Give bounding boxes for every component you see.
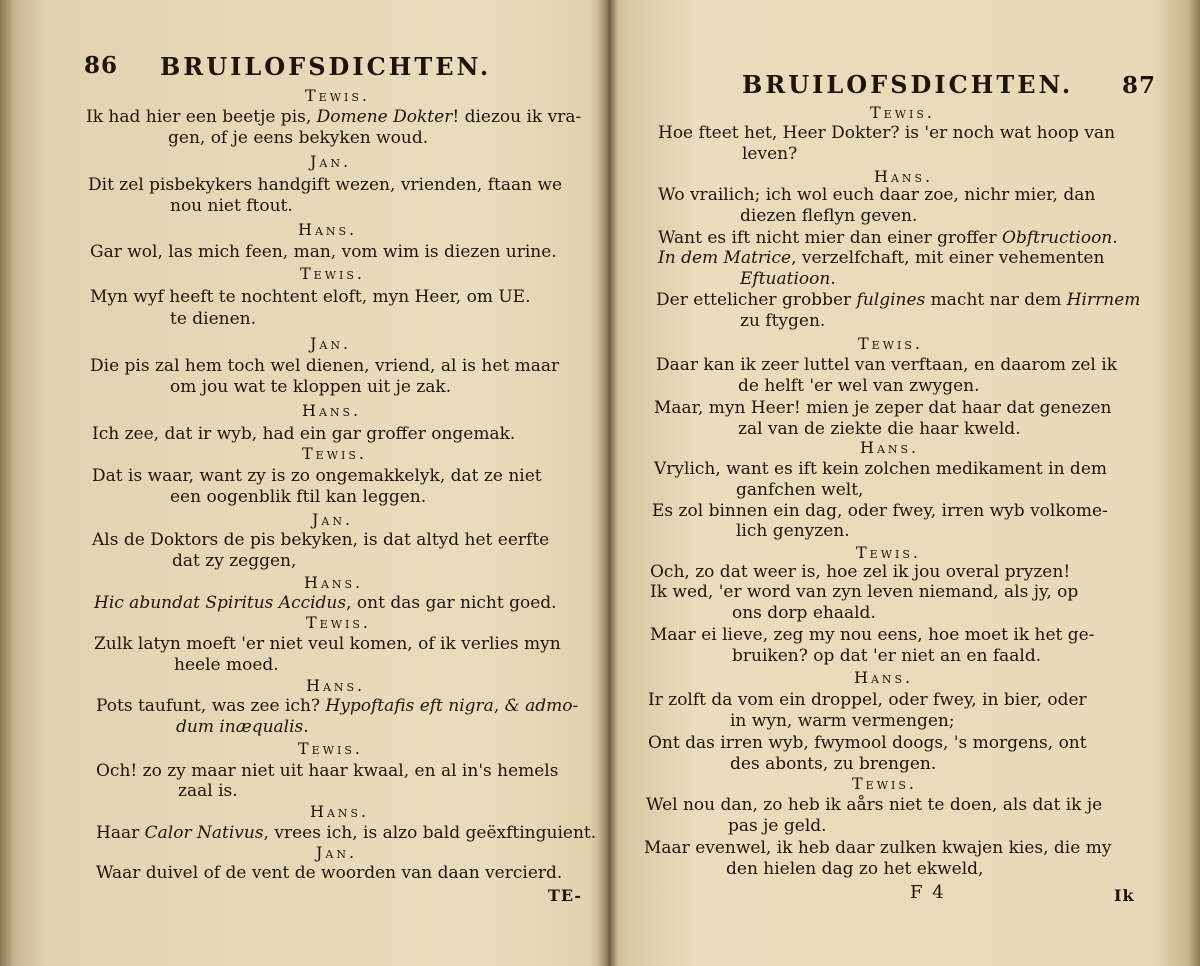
- latin-phrase: & admo-: [504, 696, 579, 716]
- verse-line: [732, 603, 876, 623]
- verse-line: [90, 242, 557, 262]
- verse-line: [92, 424, 515, 444]
- page-number: 87: [1122, 72, 1157, 99]
- speaker-name: Jan.: [310, 334, 352, 353]
- verse-line: [658, 123, 1115, 143]
- verse-line: [726, 859, 983, 879]
- verse-line: [732, 646, 1041, 666]
- line-text: Maar, myn Heer! mien je zeper dat haar dat genezen: [654, 398, 1112, 418]
- line-text: Wo vrailich; ich wol euch daar zoe, nichr mier, dan: [658, 185, 1096, 205]
- speaker-name: Jan.: [316, 843, 358, 862]
- catchword: TE-: [548, 886, 583, 905]
- verse-line: [654, 459, 1107, 479]
- verse-line: [178, 781, 238, 801]
- verse-line: [656, 290, 1140, 310]
- verse-line: [92, 466, 542, 486]
- line-text: Maar evenwel, ik heb daar zulken kwajen kies, die my: [644, 838, 1112, 858]
- line-text: Es zol binnen ein dag, oder fwey, irren wyb volkome-: [652, 501, 1108, 521]
- line-text: gen, of je eens bekyken woud.: [168, 128, 429, 148]
- verse-line: [90, 287, 531, 307]
- line-text: Myn wyf heeft te nochtent eloft, myn Heer, om UE.: [90, 287, 531, 307]
- line-text: Hoe fteet het, Heer Dokter? is 'er noch wat hoop van: [658, 123, 1116, 143]
- speaker-name: Jan.: [312, 510, 354, 529]
- line-text: Och, zo dat weer is, hoe zel ik jou overal pryzen!: [650, 562, 1071, 582]
- line-text: Ir zolft da vom ein droppel, oder fwey, in bier, oder: [648, 690, 1087, 710]
- line-text: Die pis zal hem toch wel dienen, vriend, al is het maar: [90, 356, 560, 376]
- verse-line: [90, 356, 559, 376]
- speaker-name: Tewis.: [305, 86, 370, 105]
- running-head: BRUILOFSDICHTEN.: [160, 52, 492, 81]
- speaker-name: Hans.: [298, 220, 358, 239]
- latin-phrase: Hirrnem: [1066, 290, 1141, 310]
- speaker-name: Hans.: [302, 401, 362, 420]
- verse-line: [168, 128, 428, 148]
- verse-line: [170, 196, 293, 216]
- line-text: een oogenblik ftil kan leggen.: [170, 487, 427, 507]
- speaker-name: Tewis.: [856, 543, 921, 562]
- speaker-name: Jan.: [310, 152, 352, 171]
- verse-line: [742, 144, 797, 164]
- line-text: Ich zee, dat ir wyb, had ein gar groffer ongemak.: [92, 424, 516, 444]
- latin-phrase: Hic abundat Spiritus Accidus: [94, 593, 347, 613]
- line-text: Ont das irren wyb, fwymool doogs, 's morgens, ont: [648, 733, 1087, 753]
- latin-phrase: fulgines: [856, 290, 926, 310]
- line-text: Als de Doktors de pis bekyken, is dat altyd het eerfte: [92, 530, 550, 550]
- speaker-name: Hans.: [860, 438, 920, 457]
- line-text: ,: [493, 696, 505, 716]
- page-number: 86: [84, 52, 119, 79]
- verse-line: [736, 480, 863, 500]
- line-text: des abonts, zu brengen.: [730, 754, 937, 774]
- line-text: dat zy zeggen,: [172, 551, 297, 571]
- line-text: Wel nou dan, zo heb ik aårs niet te doen, als dat ik je: [646, 795, 1103, 815]
- line-text: zal van de ziekte die haar kweld.: [738, 419, 1021, 439]
- verse-line: [644, 838, 1111, 858]
- speaker-name: Tewis.: [852, 774, 917, 793]
- line-text: Ik had hier een beetje pis,: [86, 107, 317, 127]
- line-text: Och! zo zy maar niet uit haar kwaal, en al in's hemels: [96, 761, 559, 781]
- verse-line: [170, 377, 451, 397]
- line-text: Haar: [96, 823, 145, 843]
- line-text: , vrees ich, is alzo bald geëxftinguient.: [263, 823, 597, 843]
- latin-phrase: dum inæqualis: [176, 717, 304, 737]
- verse-line: [740, 311, 825, 331]
- verse-line: [96, 863, 562, 883]
- line-text: pas je geld.: [728, 816, 827, 836]
- verse-line: [172, 551, 296, 571]
- verse-line: [96, 823, 596, 843]
- verse-line: [174, 655, 279, 675]
- line-text: ganfchen welt,: [736, 480, 864, 500]
- verse-line: [652, 501, 1108, 521]
- line-text: leven?: [742, 144, 798, 164]
- line-text: in wyn, warm vermengen;: [730, 711, 955, 731]
- verse-line: [730, 711, 955, 731]
- speaker-name: Tewis.: [302, 444, 367, 463]
- verse-line: [170, 309, 256, 329]
- verse-line: [740, 206, 917, 226]
- verse-line: [86, 107, 581, 127]
- speaker-name: Tewis.: [300, 264, 365, 283]
- signature-mark: F 4: [910, 882, 946, 903]
- verse-line: [648, 733, 1087, 753]
- line-text: te dienen.: [170, 309, 257, 329]
- line-text: ons dorp ehaald.: [732, 603, 876, 623]
- verse-line: [92, 530, 549, 550]
- line-text: Der ettelicher grobber: [656, 290, 857, 310]
- speaker-name: Hans.: [854, 668, 914, 687]
- verse-line: [738, 376, 980, 396]
- running-head: BRUILOFSDICHTEN.: [742, 70, 1074, 99]
- speaker-name: Hans.: [304, 573, 364, 592]
- verse-line: [94, 593, 557, 613]
- verse-line: [176, 717, 309, 737]
- verse-line: [730, 754, 936, 774]
- line-text: .: [830, 269, 836, 289]
- line-text: zu ftygen.: [740, 311, 826, 331]
- latin-phrase: Eftuatioon: [740, 269, 831, 289]
- line-text: macht nar dem: [925, 290, 1067, 310]
- line-text: den hielen dag zo het ekweld,: [726, 859, 984, 879]
- line-text: lich genyzen.: [736, 521, 850, 541]
- verse-line: [658, 228, 1118, 248]
- speaker-name: Tewis.: [870, 103, 935, 122]
- line-text: ! diezou ik vra-: [452, 107, 582, 127]
- line-text: .: [1112, 228, 1118, 248]
- latin-phrase: In dem Matrice: [658, 248, 792, 268]
- verse-line: [654, 398, 1112, 418]
- line-text: Vrylich, want es ift kein zolchen medikament in dem: [654, 459, 1107, 479]
- verse-line: [658, 248, 1104, 268]
- speaker-name: Tewis.: [306, 613, 371, 632]
- verse-line: [88, 175, 562, 195]
- speaker-name: Tewis.: [858, 334, 923, 353]
- verse-line: [658, 185, 1095, 205]
- line-text: Maar ei lieve, zeg my nou eens, hoe moet ik het ge-: [650, 625, 1095, 645]
- line-text: Dat is waar, want zy is zo ongemakkelyk, dat ze niet: [92, 466, 542, 486]
- line-text: Zulk latyn moeft 'er niet veul komen, of ik verlies myn: [94, 634, 561, 654]
- right-page: [612, 0, 1200, 966]
- verse-line: [96, 696, 578, 716]
- line-text: Ik wed, 'er word van zyn leven niemand, als jy, op: [650, 582, 1079, 602]
- speaker-name: Hans.: [310, 802, 370, 821]
- speaker-name: Hans.: [874, 167, 934, 186]
- verse-line: [646, 795, 1102, 815]
- speaker-name: Hans.: [306, 676, 366, 695]
- verse-line: [740, 269, 836, 289]
- latin-phrase: Hypoftafis eft nigra: [325, 696, 494, 716]
- line-text: heele moed.: [174, 655, 279, 675]
- verse-line: [96, 761, 558, 781]
- line-text: Daar kan ik zeer luttel van verftaan, en daarom zel ik: [656, 355, 1118, 375]
- verse-line: [94, 634, 561, 654]
- catchword: Ik: [1114, 886, 1135, 905]
- line-text: Dit zel pisbekykers handgift wezen, vrienden, ftaan we: [88, 175, 563, 195]
- line-text: Gar wol, las mich feen, man, vom wim is diezen urine.: [90, 242, 557, 262]
- verse-line: [650, 562, 1070, 582]
- verse-line: [736, 521, 850, 541]
- line-text: nou niet ftout.: [170, 196, 293, 216]
- latin-phrase: Calor Nativus: [144, 823, 264, 843]
- verse-line: [650, 582, 1078, 602]
- line-text: bruiken? op dat 'er niet an en faald.: [732, 646, 1042, 666]
- verse-line: [728, 816, 827, 836]
- line-text: zaal is.: [178, 781, 238, 801]
- latin-phrase: Domene Dokter: [316, 107, 453, 127]
- line-text: de helft 'er wel van zwygen.: [738, 376, 980, 396]
- speaker-name: Tewis.: [298, 739, 363, 758]
- line-text: .: [303, 717, 309, 737]
- line-text: Want es ift nicht mier dan einer groffer: [658, 228, 1003, 248]
- verse-line: [648, 690, 1087, 710]
- line-text: diezen fleflyn geven.: [740, 206, 918, 226]
- line-text: Waar duivel of de vent de woorden van daan vercierd.: [96, 863, 563, 883]
- verse-line: [650, 625, 1094, 645]
- latin-phrase: Obftructioon: [1002, 228, 1113, 248]
- verse-line: [656, 355, 1117, 375]
- line-text: Pots taufunt, was zee ich?: [96, 696, 326, 716]
- verse-line: [738, 419, 1021, 439]
- verse-line: [170, 487, 426, 507]
- line-text: , ont das gar nicht goed.: [346, 593, 557, 613]
- line-text: , verzelfchaft, mit einer vehementen: [791, 248, 1105, 268]
- line-text: om jou wat te kloppen uit je zak.: [170, 377, 452, 397]
